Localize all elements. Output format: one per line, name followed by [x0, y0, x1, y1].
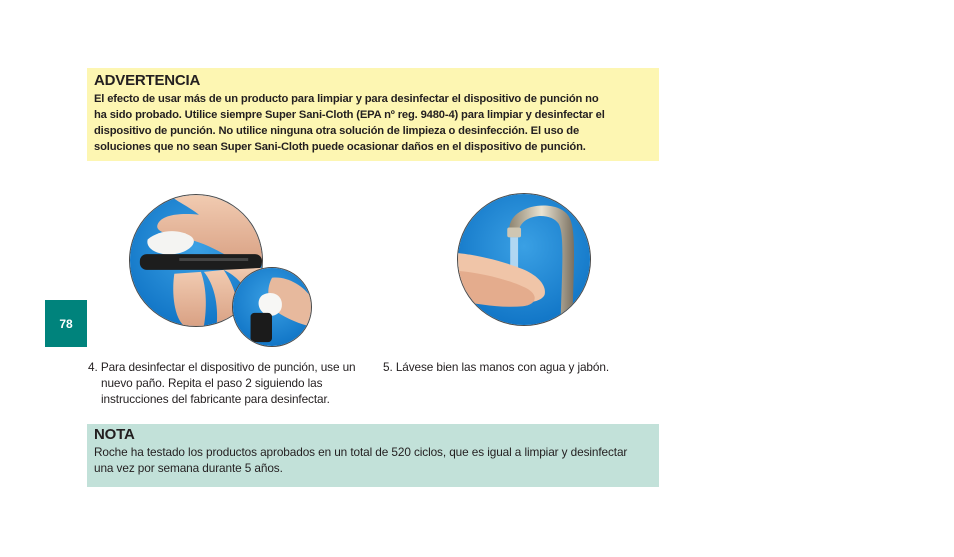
- step-5-text: [383, 359, 683, 375]
- warning-line: dispositivo de punción. No utilice ninguna otra solución de limpieza o desinfección. El uso de: [94, 125, 580, 137]
- note-title: NOTA: [94, 426, 135, 443]
- step-4-text: [88, 359, 388, 407]
- warning-line: ha sido probado. Utilice siempre Super Sani-Cloth (EPA nº reg. 9480-4) para limpiar y desinfectar el: [94, 109, 605, 121]
- swab-tip-illustration: [233, 268, 311, 346]
- page-number: 78: [59, 316, 73, 331]
- page-number-tab: [45, 300, 87, 347]
- note-line: una vez por semana durante 5 años.: [94, 461, 283, 475]
- note-text: [94, 444, 651, 476]
- photo-swab-tip: [232, 267, 312, 347]
- step-5-line: 5. Lávese bien las manos con agua y jabón.: [383, 360, 609, 374]
- photo-washing-hands: [457, 193, 591, 326]
- warning-line: soluciones que no sean Super Sani-Cloth puede ocasionar daños en el dispositivo de punción.: [94, 141, 586, 153]
- warning-box: [87, 68, 659, 161]
- step-4-line: instrucciones del fabricante para desinfectar.: [101, 392, 330, 406]
- washing-hands-illustration: [458, 194, 590, 325]
- step-4-line: nuevo paño. Repita el paso 2 siguiendo las: [101, 376, 323, 390]
- note-line: Roche ha testado los productos aprobados en un total de 520 ciclos, que es igual a limpiar y desinfectar: [94, 445, 628, 459]
- note-box: [87, 424, 659, 487]
- warning-title: ADVERTENCIA: [94, 72, 201, 89]
- warning-line: El efecto de usar más de un producto para limpiar y para desinfectar el dispositivo de punción no: [94, 93, 599, 105]
- step-4-line: 4. Para desinfectar el dispositivo de punción, use un: [88, 360, 356, 374]
- warning-text: [94, 91, 651, 155]
